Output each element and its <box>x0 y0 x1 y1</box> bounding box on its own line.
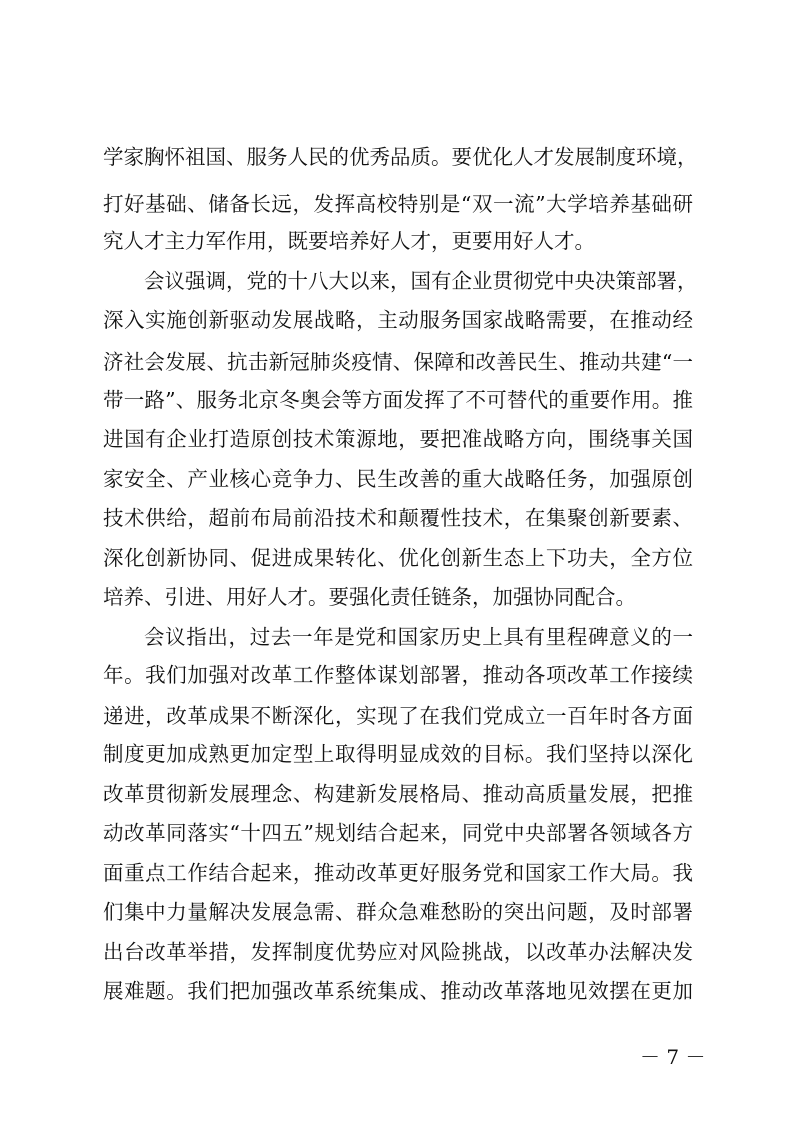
text-line: 递进，改革成果不断深化，实现了在我们党成立一百年时各方面 <box>103 704 693 728</box>
text-line: 带一路”、服务北京冬奥会等方面发挥了不可替代的重要作用。推 <box>103 388 693 412</box>
text-line: 深入实施创新驱动发展战略，主动服务国家战略需要，在推动经 <box>103 308 693 332</box>
text-line: 动改革同落实“十四五”规划结合起来，同党中央部署各领域各方 <box>103 821 693 845</box>
text-line: 学家胸怀祖国、服务人民的优秀品质。要优化人才发展制度环境， <box>103 145 698 169</box>
text-line: 会议指出，过去一年是党和国家历史上具有里程碑意义的一 <box>144 625 693 649</box>
text-line: 出台改革举措，发挥制度优势应对风险挑战，以改革办法解决发 <box>103 940 693 964</box>
text-line: 济社会发展、抗击新冠肺炎疫情、保障和改善民生、推动共建“一 <box>103 350 693 374</box>
text-line: 打好基础、储备长远，发挥高校特别是“双一流”大学培养基础研 <box>103 192 693 216</box>
text-line: 家安全、产业核心竞争力、民生改善的重大战略任务，加强原创 <box>103 467 693 491</box>
text-line: 会议强调，党的十八大以来，国有企业贯彻党中央决策部署， <box>144 269 698 293</box>
text-line: 进国有企业打造原创技术策源地，要把准战略方向，围绕事关国 <box>103 427 693 451</box>
text-line: 制度更加成熟更加定型上取得明显成效的目标。我们坚持以深化 <box>103 742 693 766</box>
text-line: 展难题。我们把加强改革系统集成、推动改革落地见效摆在更加 <box>103 979 693 1003</box>
text-line: 深化创新协同、促进成果转化、优化创新生态上下功夫，全方位 <box>103 546 693 570</box>
text-line: 改革贯彻新发展理念、构建新发展格局、推动高质量发展，把推 <box>103 782 693 806</box>
text-line: 年。我们加强对改革工作整体谋划部署，推动各项改革工作接续 <box>103 663 693 687</box>
text-line: 究人才主力军作用，既要培养好人才，更要用好人才。 <box>103 229 595 253</box>
text-line: 技术供给，超前布局前沿技术和颠覆性技术，在集聚创新要素、 <box>103 506 693 530</box>
text-line: 培养、引进、用好人才。要强化责任链条，加强协同配合。 <box>103 585 636 609</box>
text-line: 面重点工作结合起来，推动改革更好服务党和国家工作大局。我 <box>103 861 693 885</box>
page-number: － 7 － <box>640 1045 706 1069</box>
text-line: 们集中力量解决发展急需、群众急难愁盼的突出问题，及时部署 <box>103 900 693 924</box>
